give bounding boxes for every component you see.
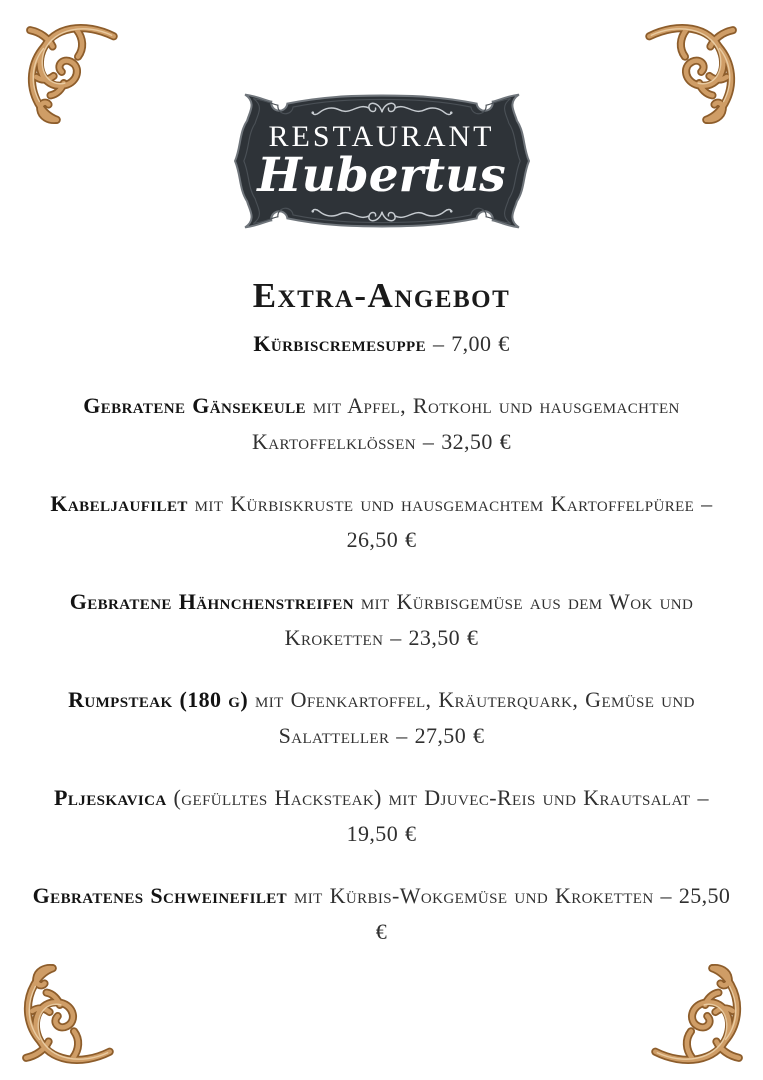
- dish-description: mit Kürbis-Wokgemüse und Kroketten: [293, 883, 654, 908]
- price-separator: –: [660, 883, 672, 908]
- price-separator: –: [390, 625, 402, 650]
- menu-item: [25, 780, 738, 852]
- restaurant-logo-plaque: [231, 84, 533, 238]
- menu-item: [25, 388, 738, 460]
- dish-name: Kabeljaufilet: [50, 491, 188, 516]
- scroll-flourish-icon: [306, 203, 458, 227]
- price-separator: –: [432, 331, 445, 356]
- dish-price: 32,50 €: [441, 429, 512, 454]
- price-separator: –: [701, 491, 713, 516]
- dish-price: 19,50 €: [346, 821, 417, 846]
- menu-item: [25, 486, 738, 558]
- dish-name: Rumpsteak (180 g): [68, 687, 249, 712]
- price-separator: –: [697, 785, 709, 810]
- price-separator: –: [396, 723, 408, 748]
- menu-item: [25, 682, 738, 754]
- dish-name: Gebratenes Schweinefilet: [32, 883, 288, 908]
- menu-item: [25, 326, 738, 362]
- menu-item: [25, 584, 738, 656]
- dish-price: 26,50 €: [346, 527, 417, 552]
- logo-restaurant-name: Hubertus: [257, 148, 506, 203]
- dish-name: Gebratene Gänsekeule: [83, 393, 306, 418]
- dish-description: (gefülltes Hacksteak) mit Djuvec-Reis und Krautsalat: [173, 785, 691, 810]
- dish-name: Gebratene Hähnchenstreifen: [69, 589, 354, 614]
- scroll-flourish-icon: [306, 97, 458, 121]
- dish-price: 27,50 €: [414, 723, 485, 748]
- logo-restaurant-word: RESTAURANT: [268, 120, 495, 153]
- price-separator: –: [422, 429, 435, 454]
- dish-name: Pljeskavica: [54, 785, 167, 810]
- menu-item: [25, 878, 738, 950]
- dish-description: mit Kürbisgemüse aus dem Wok und Kroketten: [284, 589, 694, 650]
- corner-flourish-top-left-icon: [20, 20, 132, 132]
- dish-description: mit Kürbiskruste und hausgemachtem Kartoffelpüree: [194, 491, 695, 516]
- dish-description: mit Apfel, Rotkohl und hausgemachten Kartoffelklößen: [251, 393, 680, 454]
- menu-list: [25, 326, 738, 976]
- dish-name: Kürbiscremesuppe: [253, 331, 427, 356]
- corner-flourish-top-right-icon: [631, 20, 743, 132]
- dish-price: 23,50 €: [408, 625, 479, 650]
- page-title: Extra-Angebot: [252, 276, 511, 316]
- dish-price: 7,00 €: [451, 331, 510, 356]
- dish-description: mit Ofenkartoffel, Kräuterquark, Gemüse und Salatteller: [255, 687, 695, 748]
- dish-price: 25,50 €: [375, 883, 731, 944]
